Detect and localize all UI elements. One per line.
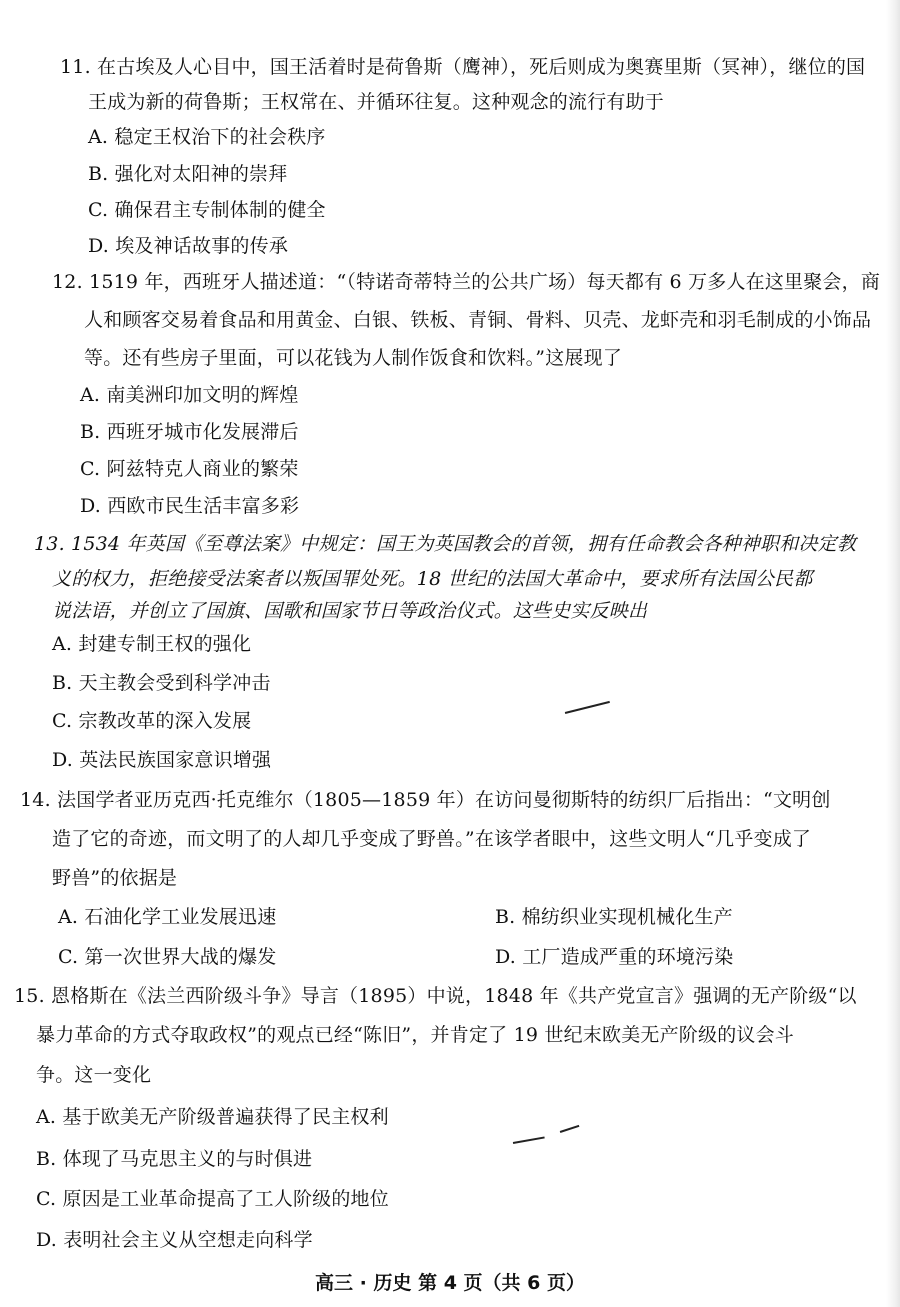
q15-stem-line-1: 15. 恩格斯在《法兰西阶级斗争》导言（1895）中说，1848 年《共产党宣言》强调的无产阶级“以 — [14, 985, 857, 1007]
q11-option-d[interactable]: D. 埃及神话故事的传承 — [88, 235, 289, 257]
q14-option-c[interactable]: C. 第一次世界大战的爆发 — [58, 946, 277, 968]
q12-option-d[interactable]: D. 西欧市民生活丰富多彩 — [80, 495, 300, 517]
q13-stem-line-2: 义的权力，拒绝接受法案者以叛国罪处死。18 世纪的法国大革命中，要求所有法国公民都 — [52, 568, 813, 590]
q11-stem-line-2: 王成为新的荷鲁斯；王权常在、并循环往复。这种观念的流行有助于 — [88, 91, 665, 113]
q11-option-a[interactable]: A. 稳定王权治下的社会秩序 — [88, 126, 326, 148]
q11-stem-line-1: 11. 在古埃及人心目中，国王活着时是荷鲁斯（鹰神），死后则成为奥赛里斯（冥神），继位的国 — [60, 56, 866, 78]
q14-option-a[interactable]: A. 石油化学工业发展迅速 — [58, 906, 277, 928]
q13-option-c[interactable]: C. 宗教改革的深入发展 — [52, 710, 252, 732]
q12-stem-line-2: 人和顾客交易着食品和用黄金、白银、铁板、青铜、骨料、贝壳、龙虾壳和羽毛制成的小饰品 — [84, 309, 872, 331]
page-footer: 高三 · 历史 第 4 页（共 6 页） — [315, 1272, 585, 1294]
q15-option-b[interactable]: B. 体现了马克思主义的与时俱进 — [36, 1148, 313, 1170]
q14-option-d[interactable]: D. 工厂造成严重的环境污染 — [495, 946, 734, 968]
q14-stem-line-2: 造了它的奇迹，而文明了的人却几乎变成了野兽。”在该学者眼中，这些文明人“几乎变成了 — [52, 828, 812, 850]
q13-option-b[interactable]: B. 天主教会受到科学冲击 — [52, 672, 271, 694]
q15-option-d[interactable]: D. 表明社会主义从空想走向科学 — [36, 1229, 313, 1251]
q12-option-c[interactable]: C. 阿兹特克人商业的繁荣 — [80, 458, 299, 480]
q12-stem-line-1: 12. 1519 年，西班牙人描述道：“（特诺奇蒂特兰的公共广场）每天都有 6 万多人在这里聚会，商 — [52, 271, 881, 293]
scan-edge-shadow — [886, 0, 900, 1307]
q15-option-c[interactable]: C. 原因是工业革命提高了工人阶级的地位 — [36, 1188, 389, 1210]
q12-option-a[interactable]: A. 南美洲印加文明的辉煌 — [80, 384, 299, 406]
q13-option-a[interactable]: A. 封建专制王权的强化 — [52, 633, 252, 655]
q15-stem-line-2: 暴力革命的方式夺取政权”的观点已经“陈旧”，并肯定了 19 世纪末欧美无产阶级的议会斗 — [36, 1024, 794, 1046]
q15-option-a[interactable]: A. 基于欧美无产阶级普遍获得了民主权利 — [36, 1106, 389, 1128]
q11-option-b[interactable]: B. 强化对太阳神的崇拜 — [88, 163, 288, 185]
q13-stem-line-3: 说法语，并创立了国旗、国歌和国家节日等政治仪式。这些史实反映出 — [52, 600, 648, 622]
q12-option-b[interactable]: B. 西班牙城市化发展滞后 — [80, 421, 299, 443]
q15-stem-line-3: 争。这一变化 — [36, 1064, 152, 1086]
q11-option-c[interactable]: C. 确保君主专制体制的健全 — [88, 199, 326, 221]
q12-stem-line-3: 等。还有些房子里面，可以花钱为人制作饭食和饮料。”这展现了 — [84, 347, 623, 369]
q14-option-b[interactable]: B. 棉纺织业实现机械化生产 — [495, 906, 733, 928]
pen-mark — [565, 701, 610, 714]
pen-mark — [560, 1125, 580, 1133]
q13-stem-line-1: 13. 1534 年英国《至尊法案》中规定：国王为英国教会的首领，拥有任命教会各种神职和决定教 — [34, 533, 857, 555]
q14-stem-line-1: 14. 法国学者亚历克西·托克维尔（1805—1859 年）在访问曼彻斯特的纺织厂后指出：“文明创 — [20, 789, 831, 811]
pen-mark — [513, 1136, 545, 1143]
q14-stem-line-3: 野兽”的依据是 — [52, 867, 178, 889]
q13-option-d[interactable]: D. 英法民族国家意识增强 — [52, 749, 272, 771]
